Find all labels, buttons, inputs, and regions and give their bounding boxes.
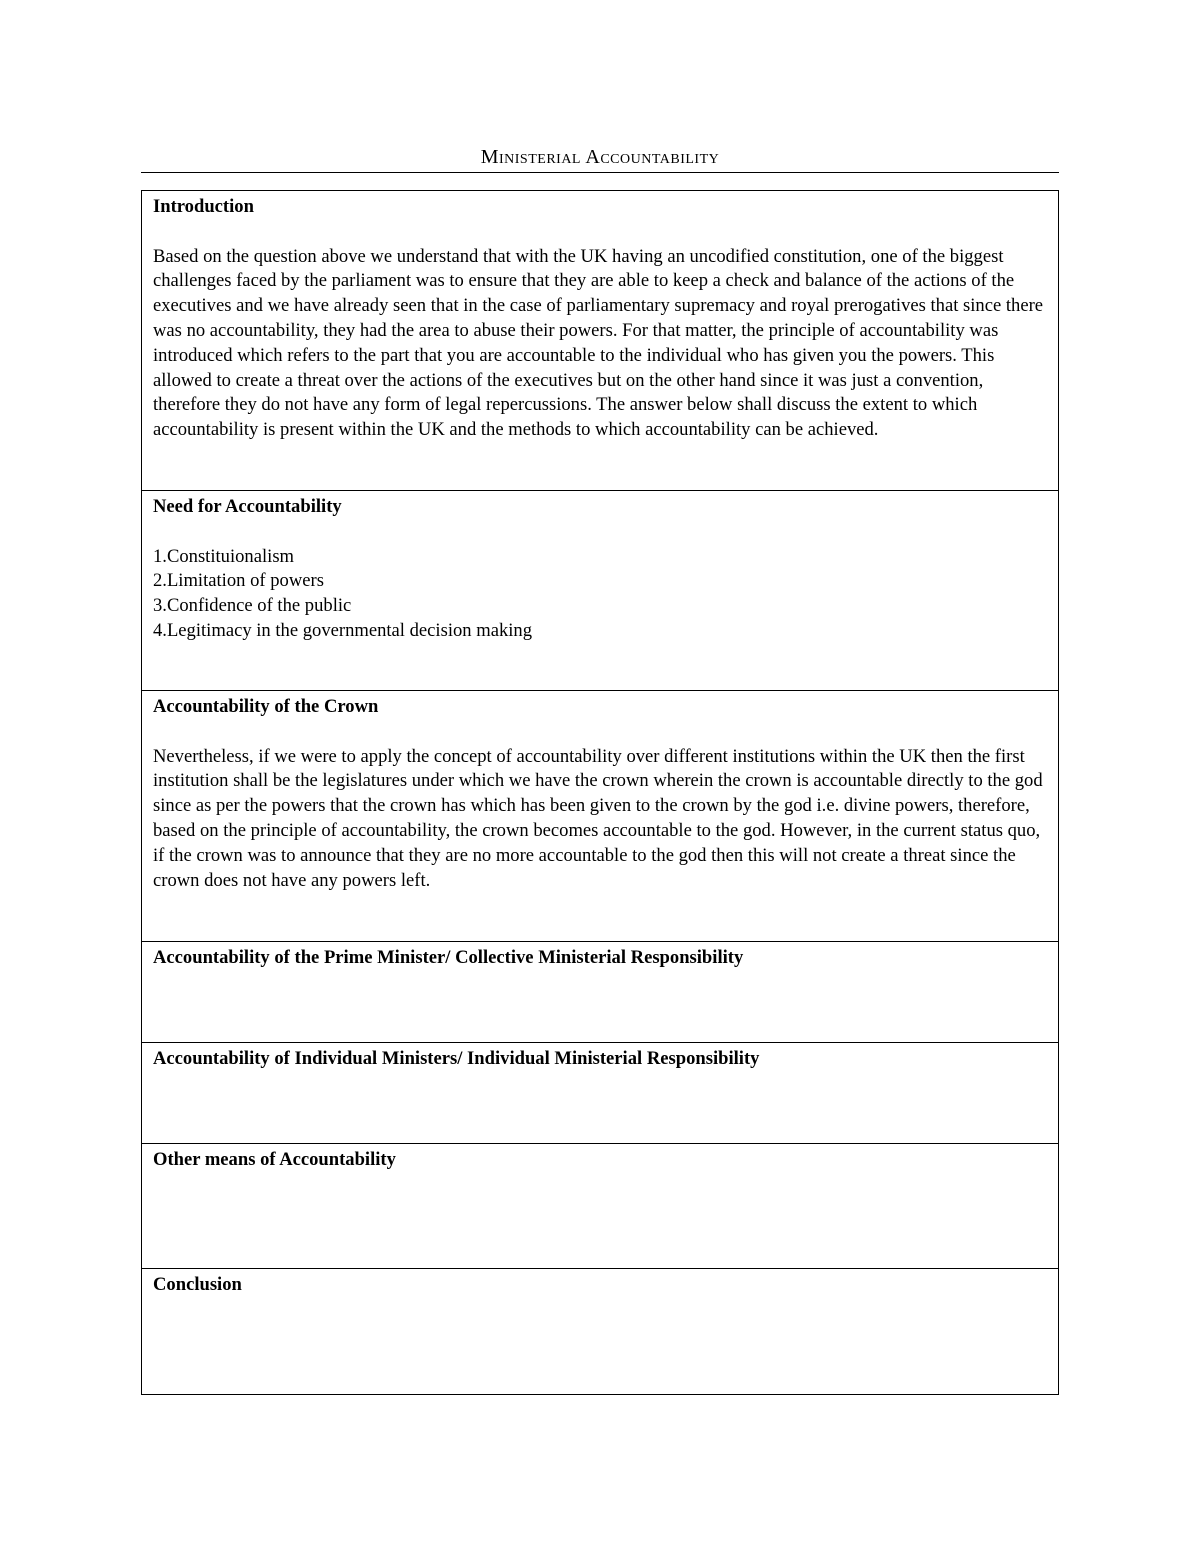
section-row-accountability-of-crown xyxy=(142,691,1059,942)
section-row-conclusion xyxy=(142,1269,1059,1395)
section-cell xyxy=(142,1043,1059,1144)
section-heading-prime-minister: Accountability of the Prime Minister/ Collective Ministerial Responsibility xyxy=(153,947,744,968)
section-row-individual-ministers xyxy=(142,1043,1059,1144)
section-row-introduction xyxy=(142,191,1059,491)
section-body-introduction: Based on the question above we understand that with the UK having an uncodified constitution, one of the biggest challenges faced by the parliament was to ensure that they are able to keep a check and balance of the actions of the executives and we have already seen that in the case of parliamentary supremacy and royal prerogatives that since there was no accountability, they had the area to abuse their powers. For that matter, the principle of accountability was introduced which refers to the part that you are accountable to the individual who has given you the powers. This allowed to create a threat over the actions of the executives but on the other hand since it was just a convention, therefore they do not have any form of legal repercussions. The answer below shall discuss the extent to which accountability is present within the UK and the methods to which accountability can be achieved. xyxy=(153,245,1044,441)
section-heading-accountability-of-crown: Accountability of the Crown xyxy=(153,696,379,717)
section-heading-introduction: Introduction xyxy=(153,196,254,217)
list-item: 2.Limitation of powers xyxy=(153,570,324,592)
section-cell xyxy=(142,691,1059,942)
section-cell xyxy=(142,1144,1059,1269)
section-body-accountability-of-crown: Nevertheless, if we were to apply the concept of accountability over different institutions within the UK then the first institution shall be the legislatures under which we have the crown wherein the crown is accountable directly to the god since as per the powers that the crown has which has been given to the crown by the god i.e. divine powers, therefore, based on the principle of accountability, the crown becomes accountable to the god. However, in the current status quo, if the crown was to announce that they are no more accountable to the god then this will not create a threat since the crown does not have any powers left. xyxy=(153,745,1043,891)
section-heading-individual-ministers: Accountability of Individual Ministers/ Individual Ministerial Responsibility xyxy=(153,1048,760,1069)
title-underline xyxy=(141,172,1059,173)
section-heading-need-for-accountability: Need for Accountability xyxy=(153,496,342,517)
list-item: 4.Legitimacy in the governmental decision making xyxy=(153,619,533,641)
section-cell xyxy=(142,191,1059,491)
section-heading-conclusion: Conclusion xyxy=(153,1274,242,1295)
section-row-need-for-accountability xyxy=(142,491,1059,691)
section-cell xyxy=(142,942,1059,1043)
section-row-other-means xyxy=(142,1144,1059,1269)
list-item: 1.Constituionalism xyxy=(153,545,295,567)
section-cell xyxy=(142,491,1059,691)
section-cell xyxy=(142,1269,1059,1395)
section-heading-other-means: Other means of Accountability xyxy=(153,1149,396,1170)
essay-outline-table xyxy=(141,190,1059,1395)
list-item: 3.Confidence of the public xyxy=(153,595,352,617)
document-title: Ministerial Accountability xyxy=(480,146,720,168)
section-row-prime-minister xyxy=(142,942,1059,1043)
